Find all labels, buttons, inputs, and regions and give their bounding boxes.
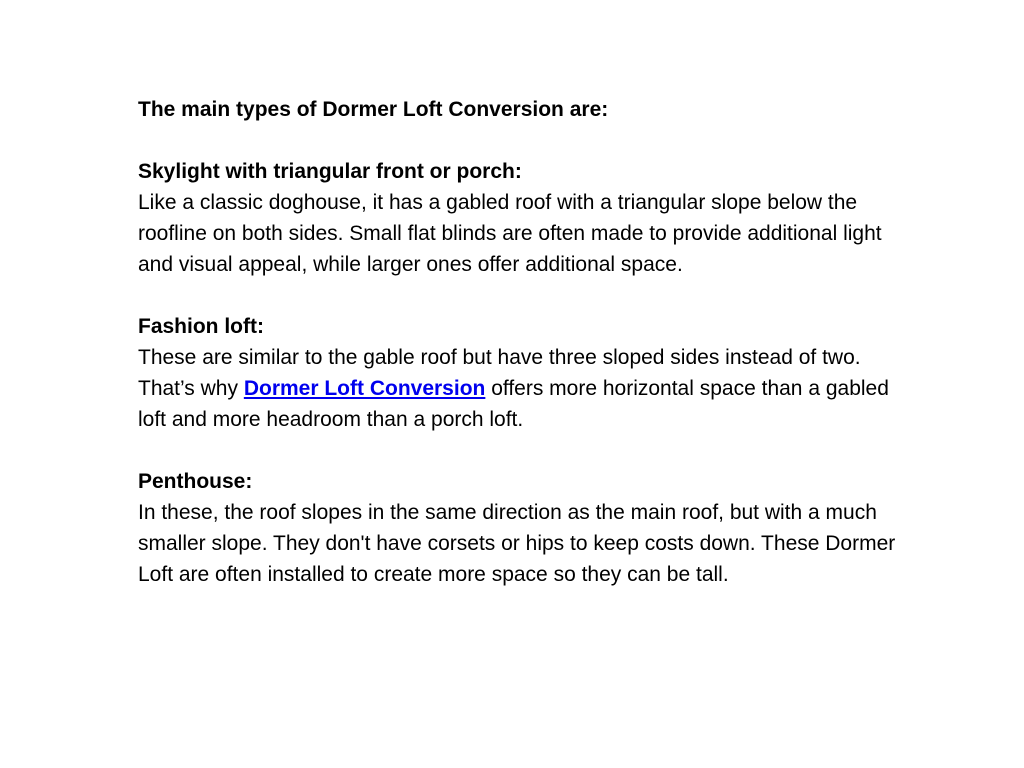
slide-content [138, 94, 898, 590]
body-text-after-link: offers more horizontal space than a gabled loft and more headroom than a porch loft. [138, 377, 889, 431]
dormer-loft-conversion-link[interactable]: Dormer Loft Conversion [243, 377, 486, 400]
section-body [138, 342, 898, 435]
body-text-before-link: These are similar to the gable roof but have three sloped sides instead of two. That’s why [138, 346, 861, 400]
section-body: In these, the roof slopes in the same direction as the main roof, but with a much smaller slope. They don't have corsets or hips to keep costs down. These Dormer Loft are often installed to create more space so they can be tall. [138, 501, 896, 586]
section-penthouse [138, 466, 898, 590]
section-skylight [138, 156, 898, 280]
section-heading: Skylight with triangular front or porch: [138, 160, 522, 183]
section-body: Like a classic doghouse, it has a gabled roof with a triangular slope below the roofline on both sides. Small flat blinds are often made to provide additional light and visual appeal, while larger ones offer additional space. [138, 191, 882, 276]
section-heading: Fashion loft: [138, 315, 264, 338]
page-title: The main types of Dormer Loft Conversion are: [138, 98, 609, 121]
section-fashion-loft [138, 311, 898, 435]
section-heading: Penthouse: [138, 470, 253, 493]
